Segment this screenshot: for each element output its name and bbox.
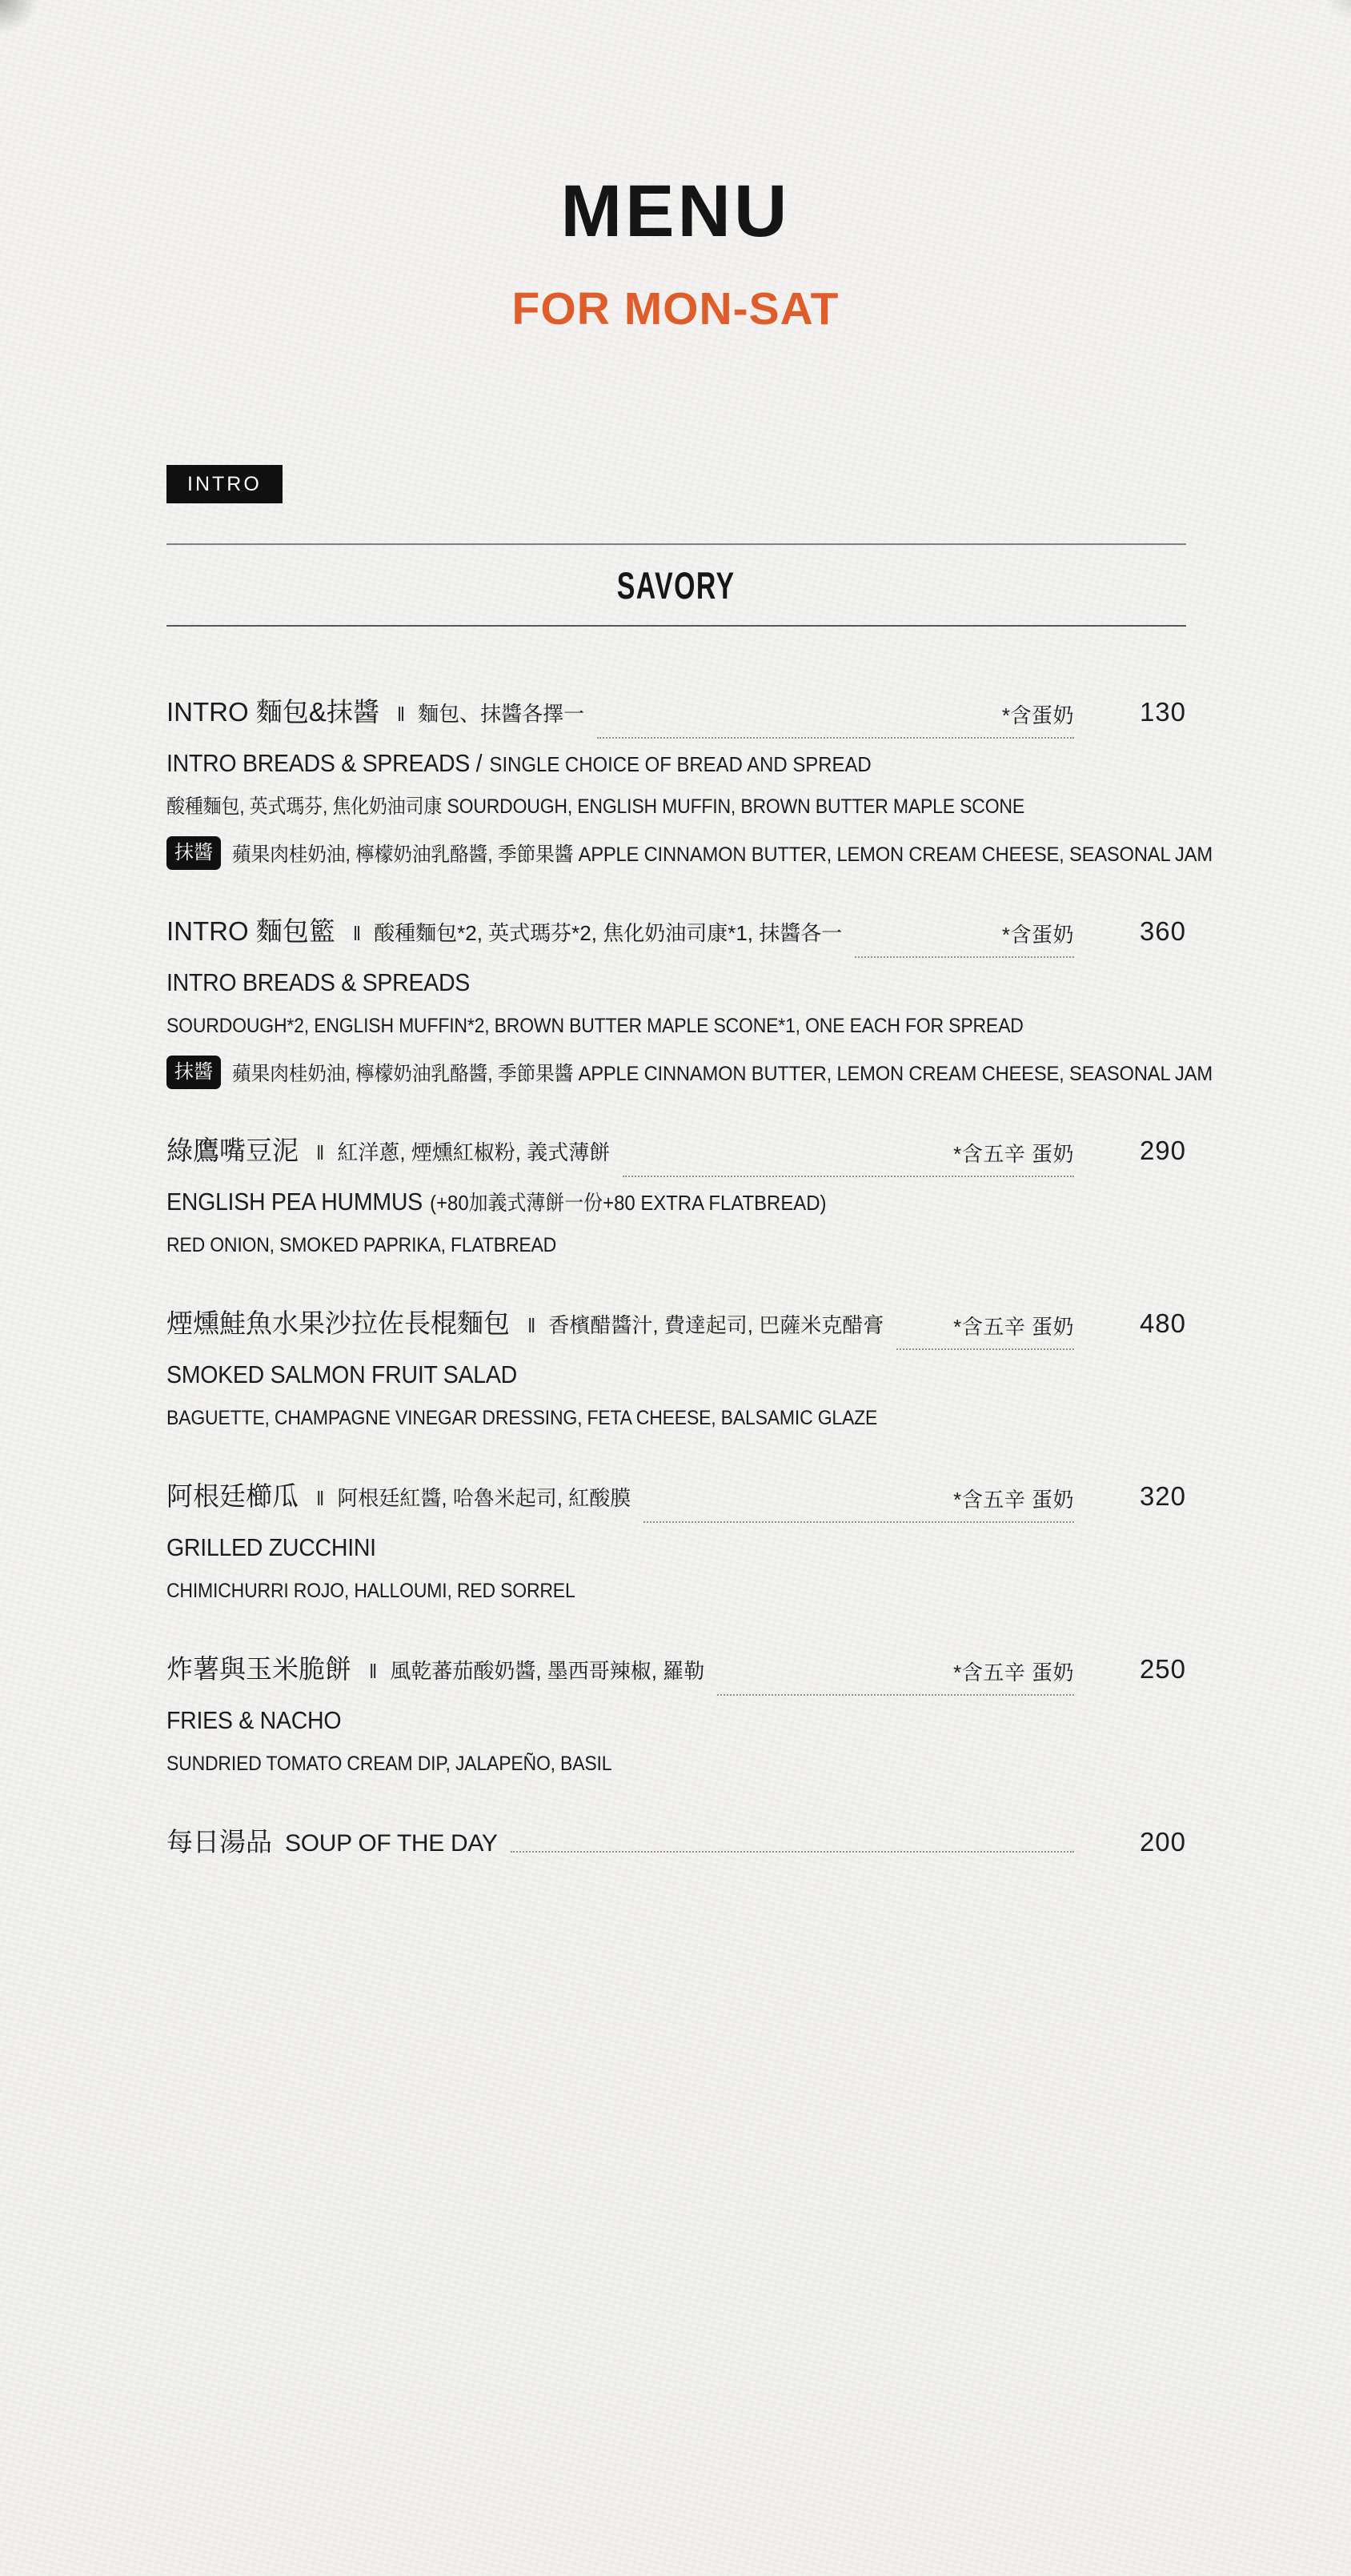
- item-ingredients-row: [166, 1404, 1186, 1435]
- item-ingredients: 酸種麵包, 英式瑪芬, 焦化奶油司康 SOURDOUGH, ENGLISH MUFFIN, BROWN BUTTER MAPLE SCONE: [166, 795, 1025, 818]
- allergen-note: *含五辛 蛋奶: [953, 1661, 1074, 1685]
- dotted-leader: [511, 1851, 1074, 1853]
- item-price: 250: [1139, 1654, 1186, 1684]
- item-name-row: [166, 1705, 1186, 1741]
- item-name-en: INTRO BREADS & SPREADS: [166, 968, 471, 996]
- item-separator: ‖: [396, 703, 406, 726]
- section-heading-savory: [166, 545, 1186, 625]
- item-separator: ‖: [316, 1142, 325, 1164]
- allergen-note: *含五辛 蛋奶: [953, 1142, 1074, 1166]
- item-ingredients-row: [166, 1577, 1186, 1608]
- item-name-note: SINGLE CHOICE OF BREAD AND SPREAD: [489, 752, 872, 776]
- item-separator: ‖: [369, 1661, 378, 1683]
- item-title-zh: INTRO 麵包&抹醬: [166, 697, 379, 727]
- item-title-row: [166, 1306, 1186, 1348]
- item-ingredients: RED ONION, SMOKED PAPRIKA, FLATBREAD: [166, 1234, 557, 1256]
- item-title-row: [166, 1479, 1186, 1521]
- item-ingredients-row: [166, 1012, 1186, 1043]
- item-title-en: SOUP OF THE DAY: [285, 1830, 498, 1857]
- item-desc-zh: 麵包、抹醬各擇一: [418, 702, 585, 726]
- item-title-row: [166, 1652, 1186, 1694]
- item-title-zh: 綠鷹嘴豆泥: [166, 1136, 299, 1165]
- spread-text: 蘋果肉桂奶油, 檸檬奶油乳酪醬, 季節果醬 APPLE CINNAMON BUTTER, LEMON CREAM CHEESE, SEASONAL JAM: [232, 843, 1213, 866]
- item-separator: ‖: [527, 1315, 536, 1337]
- item-title-zh: 阿根廷櫛瓜: [166, 1481, 299, 1511]
- item-price: 200: [1139, 1827, 1186, 1857]
- menu-item: [166, 914, 1213, 1089]
- allergen-note: *含五辛 蛋奶: [953, 1488, 1074, 1512]
- spread-text: 蘋果肉桂奶油, 檸檬奶油乳酪醬, 季節果醬 APPLE CINNAMON BUTTER, LEMON CREAM CHEESE, SEASONAL JAM: [232, 1063, 1213, 1085]
- allergen-note: *含蛋奶: [1001, 703, 1074, 727]
- item-ingredients: SUNDRIED TOMATO CREAM DIP, JALAPEÑO, BASIL: [166, 1753, 612, 1775]
- item-ingredients-row: [166, 1750, 1186, 1781]
- item-desc-zh: 香檳醋醬汁, 費達起司, 巴薩米克醋膏: [548, 1313, 884, 1337]
- menu-item: [166, 1133, 1186, 1262]
- item-name-row: [166, 1532, 1186, 1568]
- dotted-leader: [855, 917, 1074, 958]
- item-title-row: [166, 914, 1186, 956]
- menu-item: [166, 1825, 1186, 1861]
- menu-items: [166, 695, 1213, 1861]
- item-ingredients-row: [166, 1232, 1186, 1262]
- page-subtitle: FOR MON-SAT: [511, 283, 840, 335]
- item-name-en: FRIES & NACHO: [166, 1706, 342, 1734]
- section-tag-intro: INTRO: [166, 465, 283, 503]
- allergen-note: *含蛋奶: [1001, 923, 1074, 947]
- divider-bottom: [166, 625, 1186, 627]
- dotted-leader: [623, 1136, 1074, 1177]
- item-title-row: [166, 695, 1186, 737]
- spread-badge: 抹醬: [166, 836, 221, 870]
- item-ingredients-row: [166, 793, 1186, 823]
- menu-item: [166, 1306, 1186, 1435]
- item-title-zh: 炸薯與玉米脆餅: [166, 1654, 351, 1684]
- item-name-en: INTRO BREADS & SPREADS /: [166, 749, 483, 777]
- item-name-row: [166, 1359, 1186, 1396]
- item-title-row: [166, 1133, 1186, 1176]
- page-title: MENU: [560, 170, 791, 252]
- item-separator: ‖: [352, 923, 362, 945]
- spread-badge: 抹醬: [166, 1056, 221, 1089]
- item-ingredients: CHIMICHURRI ROJO, HALLOUMI, RED SORREL: [166, 1580, 575, 1602]
- item-desc-zh: 紅洋蔥, 煙燻紅椒粉, 義式薄餅: [337, 1140, 611, 1164]
- item-name-en: GRILLED ZUCCHINI: [166, 1533, 376, 1561]
- item-name-note: (+80加義式薄餅一份+80 EXTRA FLATBREAD): [430, 1191, 827, 1215]
- item-spread-row: [166, 1056, 1213, 1089]
- item-name-row: [166, 747, 1186, 784]
- item-ingredients: BAGUETTE, CHAMPAGNE VINEGAR DRESSING, FETA CHEESE, BALSAMIC GLAZE: [166, 1407, 878, 1429]
- item-price: 360: [1139, 916, 1186, 946]
- item-price: 480: [1139, 1308, 1186, 1338]
- menu-item: [166, 1479, 1186, 1608]
- menu-item: [166, 695, 1213, 870]
- item-price: 320: [1139, 1481, 1186, 1511]
- item-ingredients: SOURDOUGH*2, ENGLISH MUFFIN*2, BROWN BUTTER MAPLE SCONE*1, ONE EACH FOR SPREAD: [166, 1015, 1024, 1037]
- item-spread-row: [166, 836, 1213, 870]
- menu-content: [166, 332, 1213, 1861]
- item-name-en: SMOKED SALMON FRUIT SALAD: [166, 1360, 517, 1388]
- item-desc-zh: 阿根廷紅醬, 哈魯米起司, 紅酸膜: [337, 1486, 631, 1510]
- item-title-row: [166, 1825, 1186, 1861]
- item-price: 130: [1139, 697, 1186, 727]
- item-name-row: [166, 967, 1186, 1004]
- menu-header: [0, 170, 1351, 335]
- item-name-row: [166, 1186, 1186, 1223]
- dotted-leader: [717, 1655, 1074, 1696]
- item-separator: ‖: [316, 1488, 325, 1510]
- section-heading-label: SAVORY: [617, 563, 736, 607]
- item-title-zh: INTRO 麵包籃: [166, 916, 335, 946]
- item-desc-zh: 風乾蕃茄酸奶醬, 墨西哥辣椒, 羅勒: [390, 1659, 705, 1683]
- item-name-en: ENGLISH PEA HUMMUS: [166, 1188, 423, 1216]
- dotted-leader: [896, 1309, 1074, 1350]
- item-price: 290: [1139, 1136, 1186, 1165]
- dotted-leader: [597, 698, 1074, 739]
- menu-item: [166, 1652, 1186, 1781]
- allergen-note: *含五辛 蛋奶: [953, 1315, 1074, 1339]
- item-desc-zh: 酸種麵包*2, 英式瑪芬*2, 焦化奶油司康*1, 抹醬各一: [374, 921, 843, 945]
- item-title-zh: 每日湯品: [166, 1827, 272, 1857]
- dotted-leader: [643, 1482, 1074, 1523]
- item-title-zh: 煙燻鮭魚水果沙拉佐長棍麵包: [166, 1308, 510, 1338]
